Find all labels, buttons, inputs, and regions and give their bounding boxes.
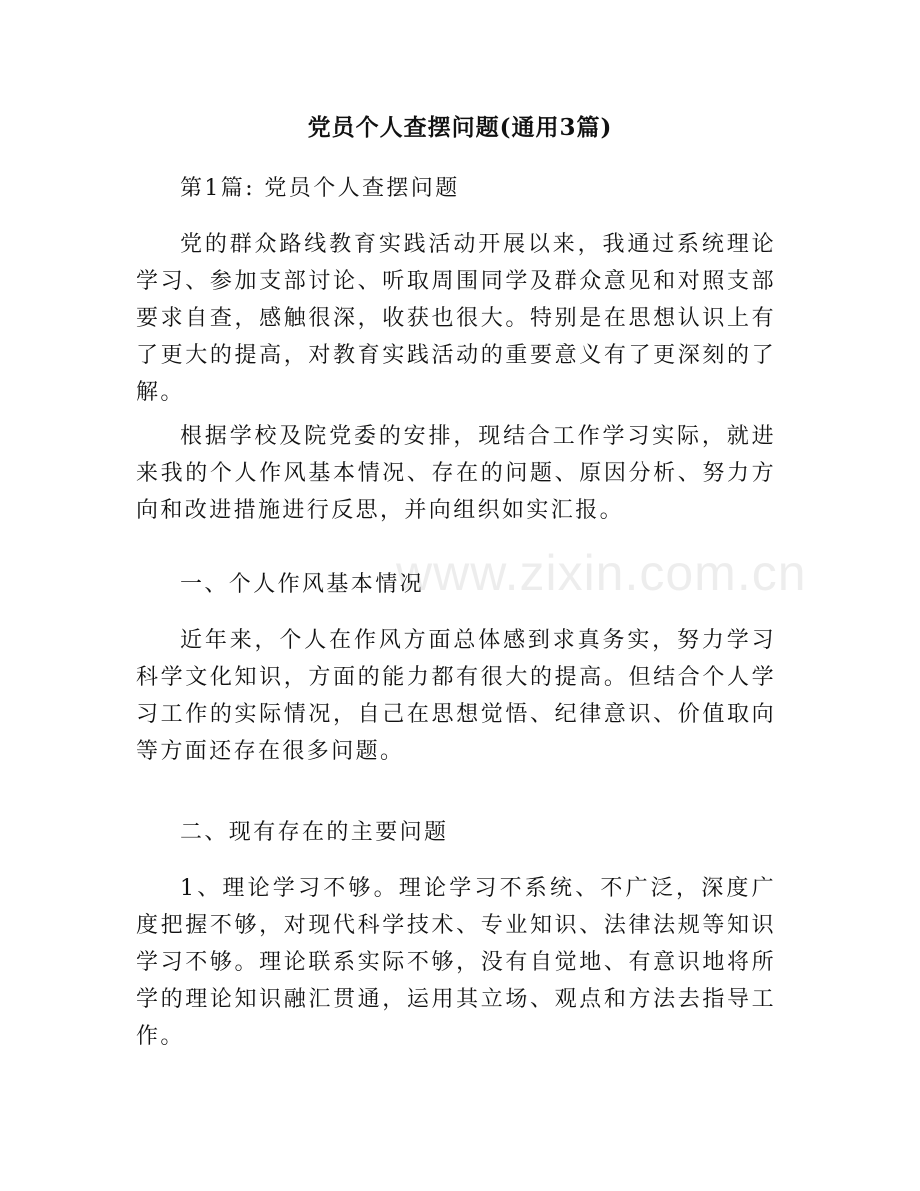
section-heading-part1: 第1篇: 党员个人查摆问题 [180,176,460,201]
section-heading-main-problems: 二、现有存在的主要问题 [180,820,449,845]
watermark-text: www.zixin.com.cn [396,545,807,601]
paragraph-basic-situation: 近年来，个人在作风方面总体感到求真务实，努力学习科学文化知识，方面的能力都有很大的提高。但结合个人学习工作的实际情况，自己在思想觉悟、纪律意识、价值取向等方面还存在很多问题。 [136,628,776,764]
paragraph-problem-1: 1、理论学习不够。理论学习不系统、不广泛，深度广度把握不够，对现代科学技术、专业知识、法律法规等知识学习不够。理论联系实际不够，没有自觉地、有意识地将所学的理论知识融汇贯通，运用其立场、观点和方法去指导工作。 [136,876,776,1049]
section-heading-basic-situation: 一、个人作风基本情况 [180,572,425,597]
paragraph-intro: 党的群众路线教育实践活动开展以来，我通过系统理论学习、参加支部讨论、听取周围同学及群众意见和对照支部要求自查，感触很深，收获也很大。特别是在思想认识上有了更大的提高，对教育实践活动的重要意义有了更深刻的了解。 [136,232,776,405]
document-title: 党员个人查摆问题(通用3篇) [307,114,613,141]
paragraph-arrangement: 根据学校及院党委的安排，现结合工作学习实际，就进来我的个人作风基本情况、存在的问题、原因分析、努力方向和改进措施进行反思，并向组织如实汇报。 [136,424,776,523]
